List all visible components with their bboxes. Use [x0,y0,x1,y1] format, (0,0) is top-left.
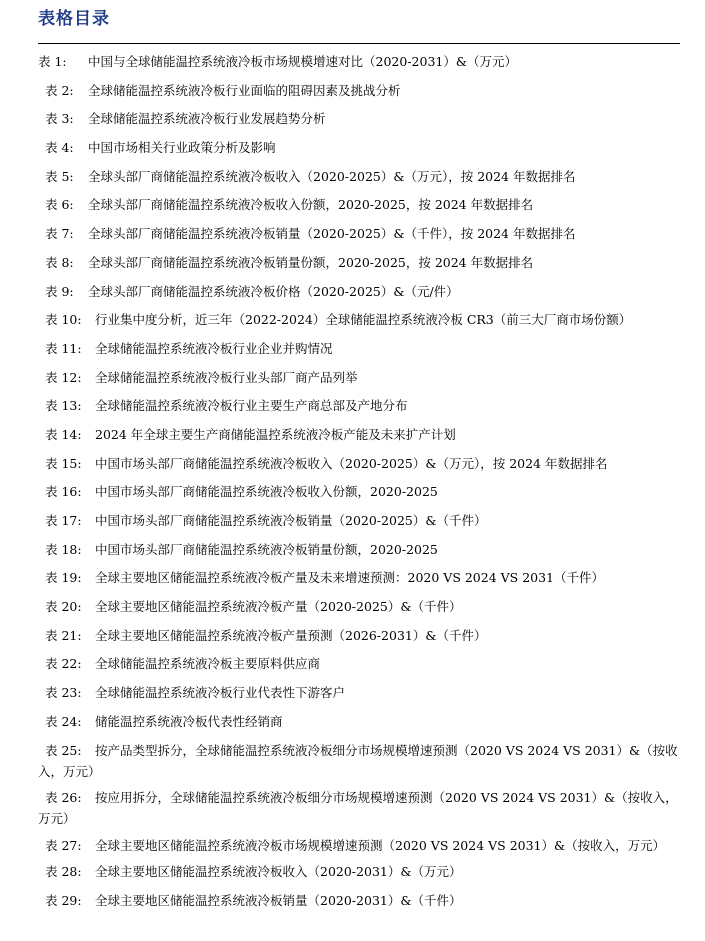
toc-entry[interactable] [38,711,682,733]
toc-entry-label: 表 26: [45,790,82,805]
toc-entry-label: 表 8: [45,254,74,270]
toc-entry[interactable] [38,80,682,102]
toc-entry[interactable] [38,281,682,303]
toc-entry[interactable] [38,309,682,331]
toc-entry-title: 储能温控系统液冷板代表性经销商 [95,713,283,729]
toc-entry-title: 全球主要地区储能温控系统液冷板销量（2020-2031）&（千件） [95,892,462,908]
toc-entry-label: 表 16: [45,484,82,500]
toc-entry-label: 表 14: [45,426,82,442]
toc-entry-label: 表 17: [45,513,82,528]
toc-entry-title: 全球主要地区储能温控系统液冷板市场规模增速预测（2020 VS 2024 VS 2031）&（按收入，万元） [95,837,666,853]
toc-entry-title: 全球头部厂商储能温控系统液冷板收入（2020-2025）&（万元），按 2024 年数据排名 [88,168,576,184]
page-title: 表格目录 [38,9,110,29]
toc-entry-title: 全球主要地区储能温控系统液冷板收入（2020-2031）&（万元） [95,864,462,879]
toc-entry-title: 全球头部厂商储能温控系统液冷板销量份额，2020-2025，按 2024 年数据排名 [88,254,534,270]
toc-entry-label: 表 7: [45,226,74,242]
toc-entry-label: 表 21: [45,627,82,643]
toc-entry-label: 表 11: [45,340,82,356]
toc-entry[interactable] [38,596,682,618]
toc-entry[interactable] [38,338,682,360]
toc-entry[interactable] [38,653,682,675]
toc-entry-title: 全球储能温控系统液冷板行业发展趋势分析 [88,111,326,127]
toc-entry[interactable] [38,424,682,446]
toc-entry-label: 表 13: [45,398,82,414]
toc-entry-title: 中国与全球储能温控系统液冷板市场规模增速对比（2020-2031）&（万元） [88,54,517,69]
toc-entry[interactable] [38,787,682,829]
toc-entry-title: 全球主要地区储能温控系统液冷板产量（2020-2025）&（千件） [95,599,462,615]
toc-entry-label: 表 1: [38,54,67,69]
table-of-contents-list [38,51,682,918]
toc-entry-title: 中国市场头部厂商储能温控系统液冷板销量份额，2020-2025 [95,541,438,557]
toc-entry-title: 中国市场头部厂商储能温控系统液冷板销量（2020-2025）&（千件） [95,513,487,528]
toc-entry-title: 全球储能温控系统液冷板主要原料供应商 [95,656,321,672]
toc-entry[interactable] [38,567,682,589]
toc-entry-title: 全球储能温控系统液冷板行业头部厂商产品列举 [95,369,358,385]
toc-entry-label: 表 12: [45,369,82,385]
toc-entry[interactable] [38,108,682,130]
toc-entry[interactable] [38,252,682,274]
toc-entry-title: 全球主要地区储能温控系统液冷板产量及未来增速预测：2020 VS 2024 VS 2031（千件） [95,570,605,586]
toc-entry-title: 按应用拆分，全球储能温控系统液冷板细分市场规模增速预测（2020 VS 2024 VS 2031）&（按收入，万元） [38,790,678,826]
toc-entry[interactable] [38,51,682,73]
toc-entry-label: 表 23: [45,685,82,701]
toc-entry-label: 表 18: [45,541,82,557]
toc-entry[interactable] [38,625,682,647]
toc-entry-label: 表 4: [45,140,74,156]
toc-entry[interactable] [38,194,682,216]
toc-entry-title: 中国市场头部厂商储能温控系统液冷板收入份额，2020-2025 [95,484,438,500]
toc-entry[interactable] [38,166,682,188]
toc-entry-label: 表 3: [45,111,74,127]
toc-entry-title: 全球头部厂商储能温控系统液冷板价格（2020-2025）&（元/件） [88,283,459,299]
toc-entry-title: 中国市场相关行业政策分析及影响 [88,140,276,156]
toc-entry-label: 表 22: [45,656,82,672]
toc-entry-label: 表 2: [45,82,74,98]
toc-entry[interactable] [38,481,682,503]
toc-entry[interactable] [38,223,682,245]
toc-entry-title: 按产品类型拆分，全球储能温控系统液冷板细分市场规模增速预测（2020 VS 2024 VS 2031）&（按收入，万元） [38,742,678,779]
toc-entry-label: 表 29: [45,892,82,908]
toc-entry[interactable] [38,682,682,704]
toc-entry-label: 表 28: [45,864,82,879]
toc-entry-title: 全球储能温控系统液冷板行业企业并购情况 [95,340,333,356]
toc-entry-title: 全球储能温控系统液冷板行业主要生产商总部及产地分布 [95,398,408,414]
toc-entry[interactable] [38,137,682,159]
toc-entry-title: 中国市场头部厂商储能温控系统液冷板收入（2020-2025）&（万元），按 2024 年数据排名 [95,455,608,471]
toc-entry-label: 表 25: [45,742,82,758]
toc-entry[interactable] [38,835,682,856]
toc-entry[interactable] [38,740,682,782]
toc-entry-label: 表 9: [45,283,74,299]
toc-entry[interactable] [38,890,682,912]
toc-entry-title: 全球储能温控系统液冷板行业代表性下游客户 [95,685,346,701]
toc-entry[interactable] [38,453,682,475]
toc-entry-title: 全球储能温控系统液冷板行业面临的阻碍因素及挑战分析 [88,82,401,98]
toc-entry[interactable] [38,367,682,389]
toc-entry-label: 表 10: [45,312,82,328]
toc-entry-title: 全球头部厂商储能温控系统液冷板收入份额，2020-2025，按 2024 年数据排名 [88,197,534,213]
toc-entry[interactable] [38,539,682,561]
toc-entry-title: 全球主要地区储能温控系统液冷板产量预测（2026-2031）&（千件） [95,627,487,643]
toc-entry-label: 表 5: [45,168,74,184]
toc-entry-label: 表 20: [45,599,82,615]
toc-entry-label: 表 27: [45,837,82,853]
toc-entry[interactable] [38,395,682,417]
toc-entry-label: 表 6: [45,197,74,213]
toc-entry-title: 2024 年全球主要生产商储能温控系统液冷板产能及未来扩产计划 [95,426,456,442]
toc-entry-title: 行业集中度分析，近三年（2022-2024）全球储能温控系统液冷板 CR3（前三大厂商市场份额） [95,312,632,328]
toc-entry-label: 表 15: [45,455,82,471]
title-divider [38,43,680,44]
toc-entry-label: 表 24: [45,713,82,729]
toc-entry-label: 表 19: [45,570,82,586]
toc-entry[interactable] [38,510,682,532]
toc-entry[interactable] [38,861,682,883]
toc-entry-title: 全球头部厂商储能温控系统液冷板销量（2020-2025）&（千件），按 2024 年数据排名 [88,226,576,242]
